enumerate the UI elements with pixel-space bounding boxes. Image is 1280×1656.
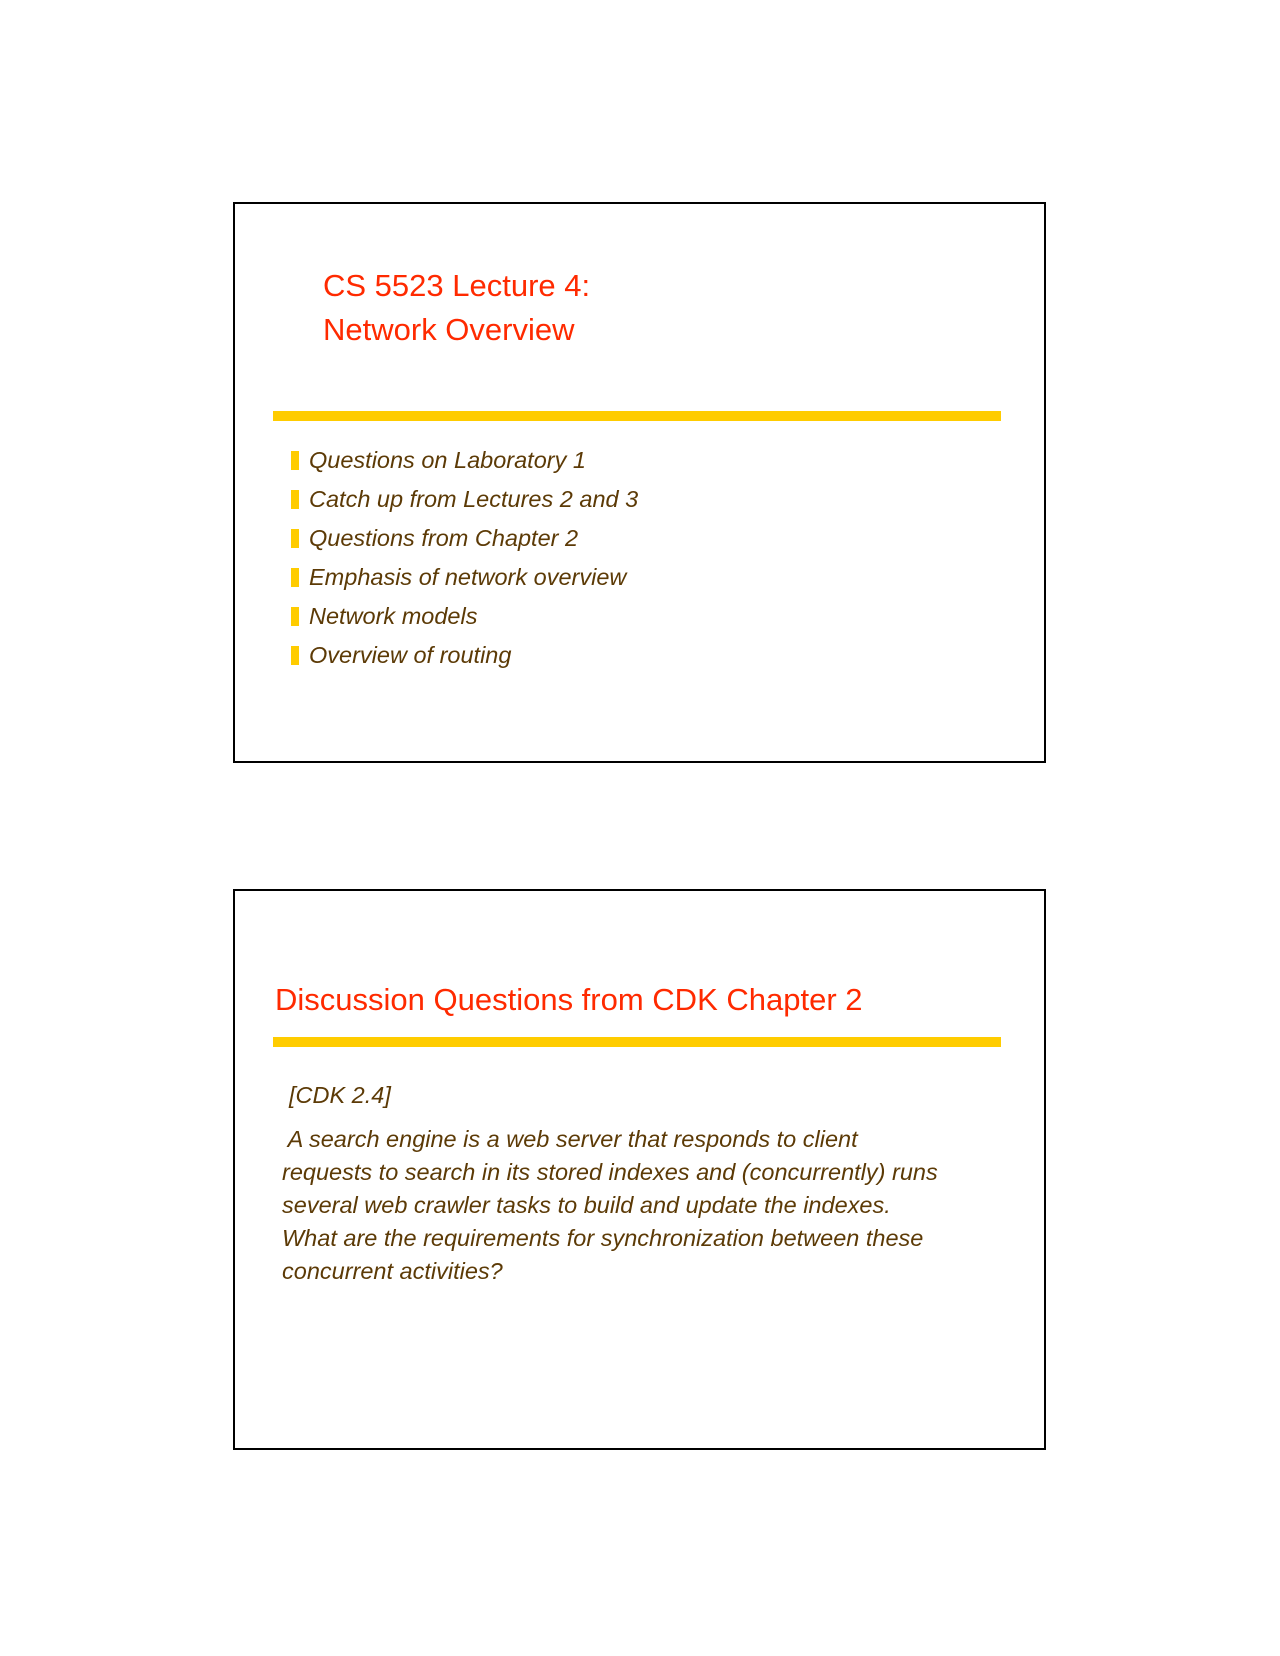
bullet-text: Overview of routing xyxy=(309,642,512,668)
slide-1 xyxy=(233,202,1046,763)
bullet-text: Catch up from Lectures 2 and 3 xyxy=(309,486,639,512)
bullet-marker-icon xyxy=(291,568,299,587)
slide-1-title-line-1: CS 5523 Lecture 4: xyxy=(323,268,591,303)
question-line: What are the requirements for synchronization between these xyxy=(282,1225,924,1251)
slide-2-question xyxy=(282,1123,1002,1288)
bullet-item xyxy=(291,603,638,642)
bullet-text: Emphasis of network overview xyxy=(309,564,627,590)
bullet-item xyxy=(291,525,638,564)
bullet-text: Questions on Laboratory 1 xyxy=(309,447,586,473)
bullet-text: Questions from Chapter 2 xyxy=(309,525,579,551)
slide-1-title-line-2: Network Overview xyxy=(323,312,575,347)
bullet-item xyxy=(291,486,638,525)
bullet-marker-icon xyxy=(291,451,299,470)
bullet-item xyxy=(291,447,638,486)
slide-2-title: Discussion Questions from CDK Chapter 2 xyxy=(275,982,863,1017)
slide-2 xyxy=(233,889,1046,1450)
question-line: several web crawler tasks to build and update the indexes. xyxy=(282,1192,891,1218)
slide-2-accent-rule xyxy=(273,1037,1001,1047)
slide-2-reference: [CDK 2.4] xyxy=(289,1082,391,1108)
question-line: A search engine is a web server that responds to client xyxy=(282,1126,858,1152)
slide-1-bullet-list xyxy=(291,447,638,681)
bullet-marker-icon xyxy=(291,529,299,548)
bullet-item xyxy=(291,564,638,603)
slide-1-accent-rule xyxy=(273,411,1001,421)
question-line: requests to search in its stored indexes and (concurrently) runs xyxy=(282,1159,938,1185)
bullet-marker-icon xyxy=(291,490,299,509)
slide-1-title xyxy=(323,264,590,352)
question-line: concurrent activities? xyxy=(282,1258,503,1284)
bullet-marker-icon xyxy=(291,646,299,665)
bullet-item xyxy=(291,642,638,681)
bullet-marker-icon xyxy=(291,607,299,626)
bullet-text: Network models xyxy=(309,603,478,629)
